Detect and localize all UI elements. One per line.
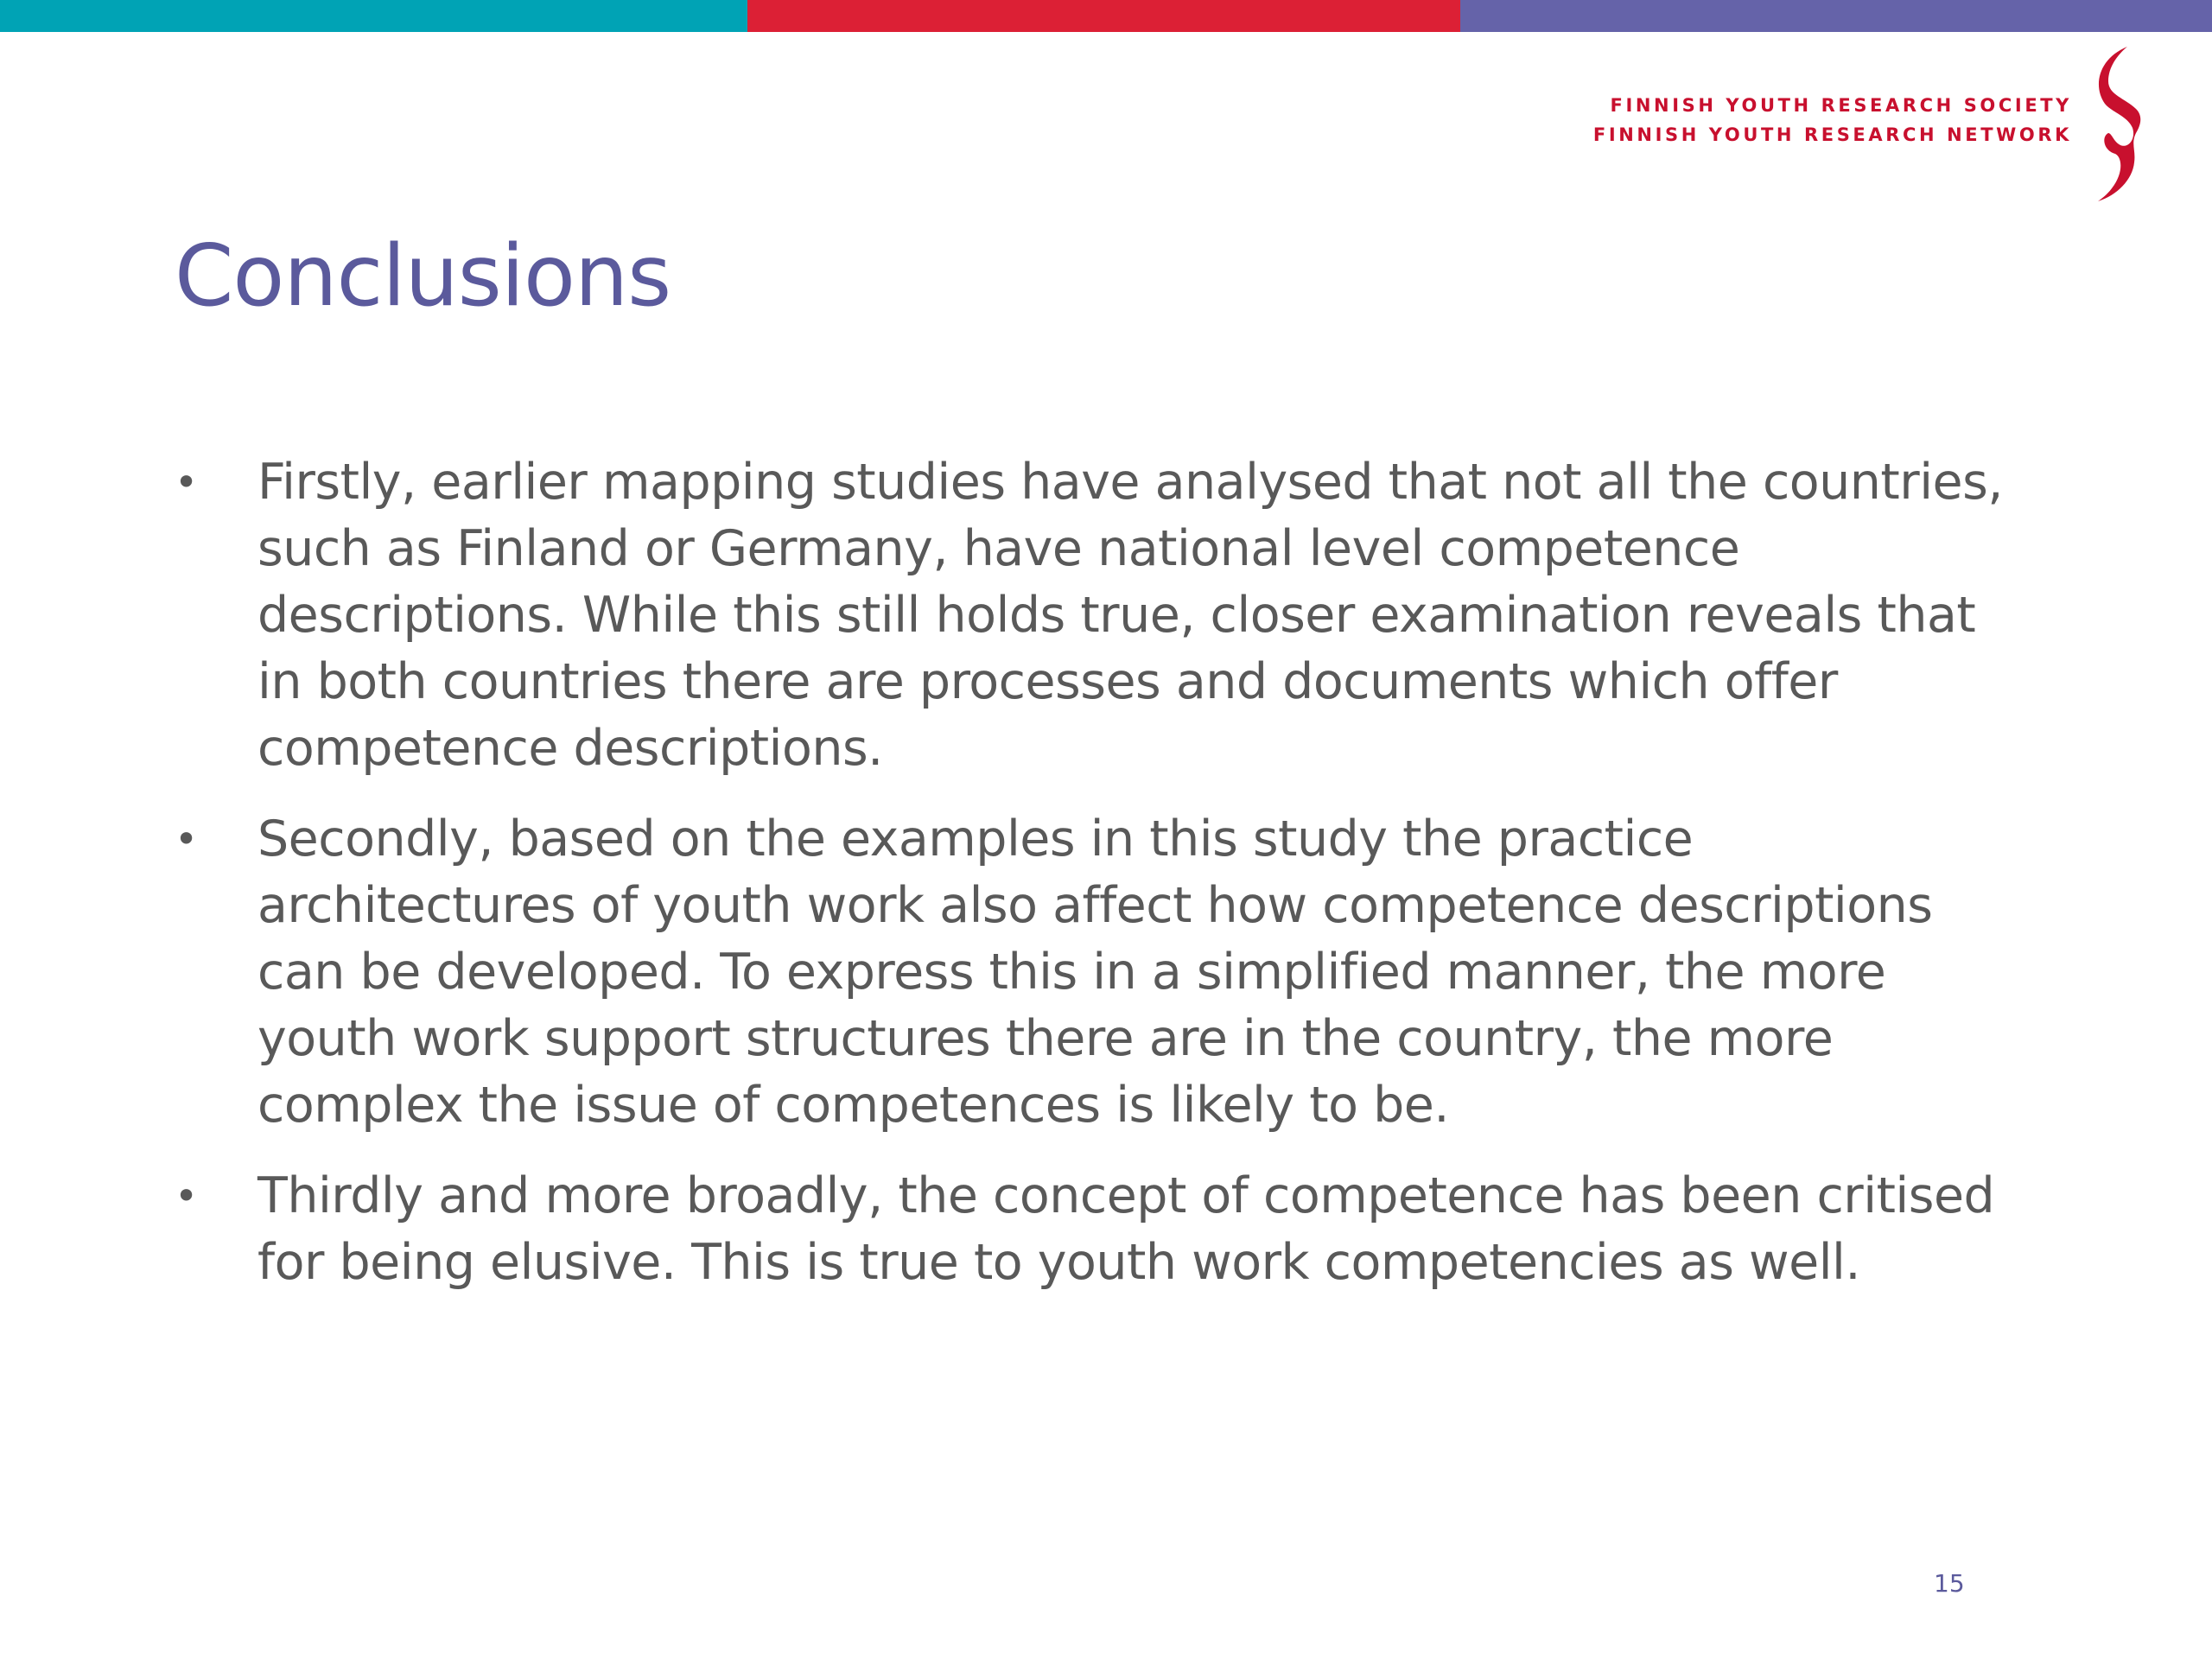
bullet-item bbox=[171, 449, 2072, 782]
bullet-text-line: architectures of youth work also affect how competence descriptions bbox=[257, 877, 1933, 934]
bullet-text-line: Firstly, earlier mapping studies have analysed that not all the countries, bbox=[257, 454, 2003, 511]
logo-text bbox=[1593, 91, 2072, 149]
bullet-text-line: in both countries there are processes and documents which offer bbox=[257, 653, 1838, 710]
bullet-dot: • bbox=[175, 459, 198, 505]
bullet-text-line: competence descriptions. bbox=[257, 720, 883, 777]
top-bar-teal-segment bbox=[0, 0, 747, 32]
bullet-dot: • bbox=[175, 816, 198, 862]
bullet-item bbox=[171, 1163, 2072, 1296]
bullet-text-line: descriptions. While this still holds true, closer examination reveals that bbox=[257, 587, 1976, 644]
bullet-text-line: Secondly, based on the examples in this study the practice bbox=[257, 810, 1694, 868]
bullet-text-line: youth work support structures there are in the country, the more bbox=[257, 1010, 1834, 1067]
bullet-text-line: complex the issue of competences is likely to be. bbox=[257, 1077, 1449, 1134]
bullet-dot: • bbox=[175, 1173, 198, 1219]
slide-title: Conclusions bbox=[175, 227, 671, 326]
logo-line-society: FINNISH YOUTH RESEARCH SOCIETY bbox=[1610, 95, 2072, 116]
page-number: 15 bbox=[1934, 1569, 1965, 1598]
bullet-text-line: Thirdly and more broadly, the concept of competence has been critised bbox=[257, 1167, 1995, 1224]
top-color-bar bbox=[0, 0, 2212, 32]
bullet-text-line: for being elusive. This is true to youth work competencies as well. bbox=[257, 1234, 1860, 1291]
organization-logo bbox=[1555, 43, 2212, 203]
bullet-list bbox=[171, 449, 2072, 1320]
bullet-text-line: can be developed. To express this in a simplified manner, the more bbox=[257, 944, 1886, 1001]
swirl-logo-icon bbox=[2082, 43, 2143, 203]
bullet-item bbox=[171, 806, 2072, 1139]
logo-line-network: FINNISH YOUTH RESEARCH NETWORK bbox=[1592, 124, 2072, 145]
bullet-text-line: such as Finland or Germany, have national level competence bbox=[257, 520, 1740, 577]
top-bar-red-segment bbox=[747, 0, 1460, 32]
top-bar-purple-segment bbox=[1460, 0, 2212, 32]
